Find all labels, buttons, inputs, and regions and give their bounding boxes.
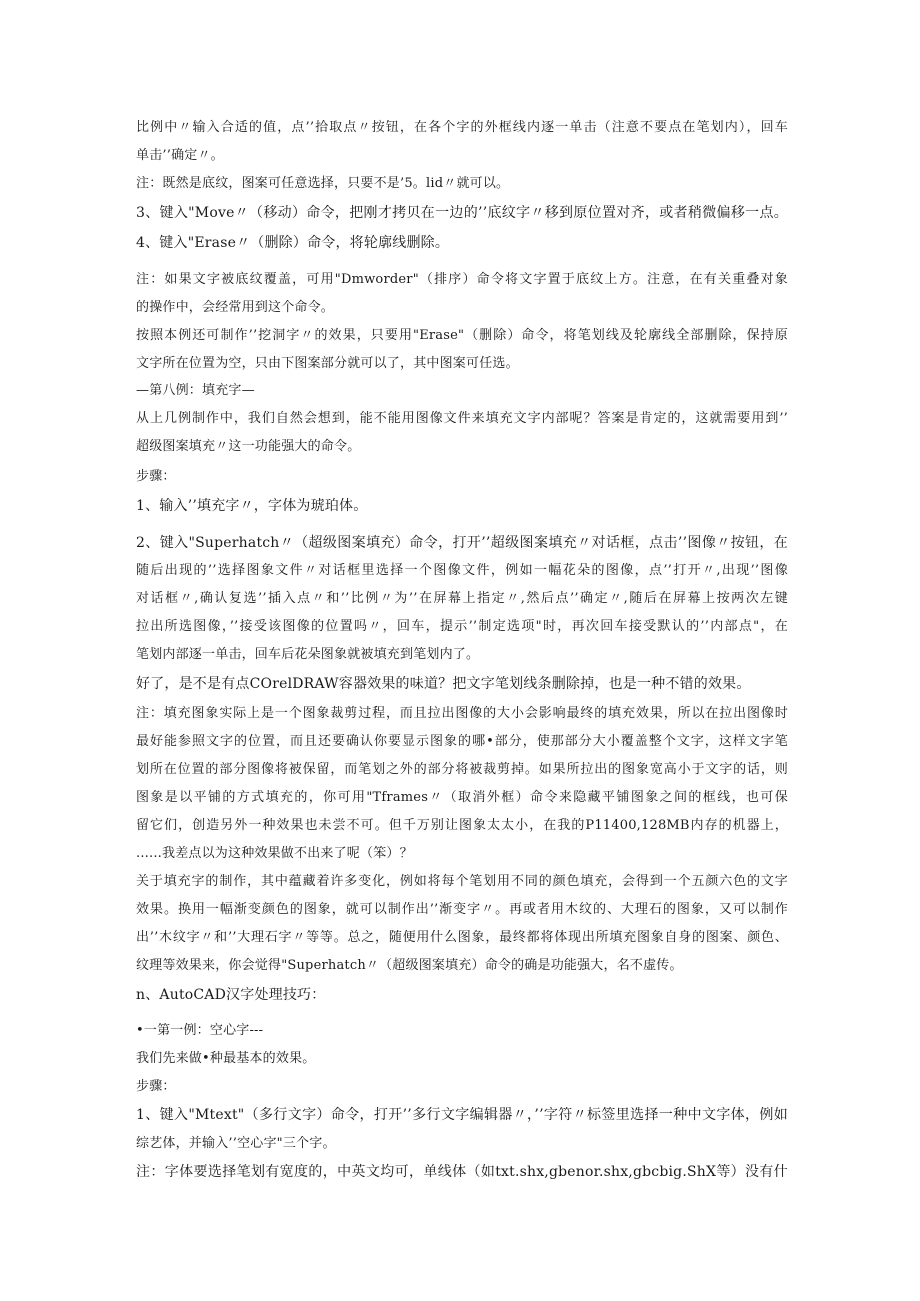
- text-line: 单击’’确定〃。: [136, 148, 224, 163]
- text-line: 综艺体，并输入’’空心字"三个字。: [136, 1136, 336, 1151]
- text-line: 图象是以平铺的方式填充的，你可用"Tframes〃（取消外框）命令来隐藏平铺图象之间的框线，也可保: [136, 790, 788, 805]
- chapter-heading: n、AutoCAD汉字处理技巧：: [136, 987, 326, 1003]
- section-heading: —第八例：填充字—: [136, 383, 255, 398]
- text-line: 随后出现的’’选择图象文件〃对话框里选择一个图像文件，例如一幅花朵的图像，点’’打开〃,出现’’图像: [136, 563, 788, 578]
- text-line: 超级图案填充〃这一功能强大的命令。: [136, 439, 361, 454]
- text-line: 拉出所选图像，’’接受该图像的位置吗〃，回车，提示’’制定选项"时，再次回车接受默认的’’内部点"，在: [136, 619, 788, 634]
- section-heading: •一第一例：空心字---: [136, 1023, 264, 1038]
- text-line: 按照本例还可制作’’挖洞字〃的效果，只要用"Erase"（删除）命令，将笔划线及轮廓线全部删除，保持原: [136, 328, 788, 343]
- step-line: 1、键入"Mtext"（多行文字）命令，打开’’多行文字编辑器〃，’’字符〃标签里选择一种中文字体，例如: [136, 1107, 788, 1123]
- text-line: 出’’木纹字〃和’’大理石字〃等等。总之，随便用什么图象，最终都将体现出所填充图象自身的图案、颜色、: [136, 930, 788, 945]
- text-line: 文字所在位置为空，只由下图案部分就可以了，其中图案可任选。: [136, 356, 519, 371]
- steps-label: 步骤：: [136, 469, 176, 484]
- text-line: 对话框〃,确认复选’’插入点〃和’’比例〃为’’在屏幕上指定〃,然后点’’确定〃,随后在屏幕上按两次左键: [136, 591, 788, 606]
- text-line: 划所在位置的部分图像将被保留，而笔划之外的部分将被裁剪掉。如果所拉出的图象宽高小于文字的话，则: [136, 762, 788, 777]
- note-line: 注：字体要选择笔划有宽度的，中英文均可，单线体（如txt.shx,gbenor.shx,gbcbig.ShX等）没有什: [136, 1164, 788, 1180]
- text-line: 我们先来做•种最基本的效果。: [136, 1051, 316, 1066]
- steps-label: 步骤：: [136, 1079, 176, 1094]
- text-line: 最好能参照文字的位置，而且还要确认你要显示图象的哪•部分，使那部分大小覆盖整个文字，这样文字笔: [136, 734, 788, 749]
- step-line: 1、输入’’填充字〃，字体为琥珀体。: [136, 498, 368, 514]
- text-line: 比例中〃输入合适的值，点’’拾取点〃按钮，在各个字的外框线内逐一单击（注意不要点在笔划内），回车: [136, 120, 788, 135]
- step-line: 3、键入"Move〃（移动）命令，把刚才拷贝在一边的’’底纹字〃移到原位置对齐，或者稍微偏移一点。: [136, 205, 788, 221]
- step-line: 2、键入"Superhatch〃（超级图案填充）命令，打开’’超级图案填充〃对话框，点击’’图像〃按钮，在: [136, 535, 788, 551]
- note-line: 注：如果文字被底纹覆盖，可用"Dmworder"（排序）命令将文字置于底纹上方。注意，在有关重叠对象: [136, 272, 788, 287]
- text-line: 的操作中，会经常用到这个命令。: [136, 300, 335, 315]
- note-line: 注：填充图象实际上是一个图象裁剪过程，而且拉出图像的大小会影响最终的填充效果，所以在拉出图像时: [136, 706, 788, 721]
- text-line: ......我差点以为这种效果做不出来了呢（笨）？: [136, 846, 413, 861]
- text-line: 纹理等效果来，你会觉得"Superhatch〃（超级图案填充）命令的确是功能强大，名不虚传。: [136, 958, 683, 973]
- text-line: 效果。换用一幅渐变颜色的图象，就可以制作出’’渐变字〃。再或者用木纹的、大理石的图象，又可以制作: [136, 902, 788, 917]
- step-line: 4、键入"Erase〃（删除）命令，将轮廓线删除。: [136, 235, 450, 251]
- text-line: 笔划内部逐一单击，回车后花朵图象就被填充到笔划内了。: [136, 647, 480, 662]
- note-line: 注：既然是底纹，图案可任意选择，只要不是’5。lid〃就可以。: [136, 176, 510, 191]
- text-line: 关于填充字的制作，其中蕴藏着许多变化，例如将每个笔划用不同的颜色填充，会得到一个五颜六色的文字: [136, 874, 788, 889]
- text-line: 留它们，创造另外一种效果也未尝不可。但千万别让图象太太小，在我的P11400,128MB内存的机器上，: [136, 818, 788, 833]
- text-line: 好了，是不是有点COrelDRAW容器效果的味道？把文字笔划线条删除掉，也是一种不错的效果。: [136, 676, 751, 692]
- text-line: 从上几例制作中，我们自然会想到，能不能用图像文件来填充文字内部呢？答案是肯定的，这就需要用到’’: [136, 411, 788, 426]
